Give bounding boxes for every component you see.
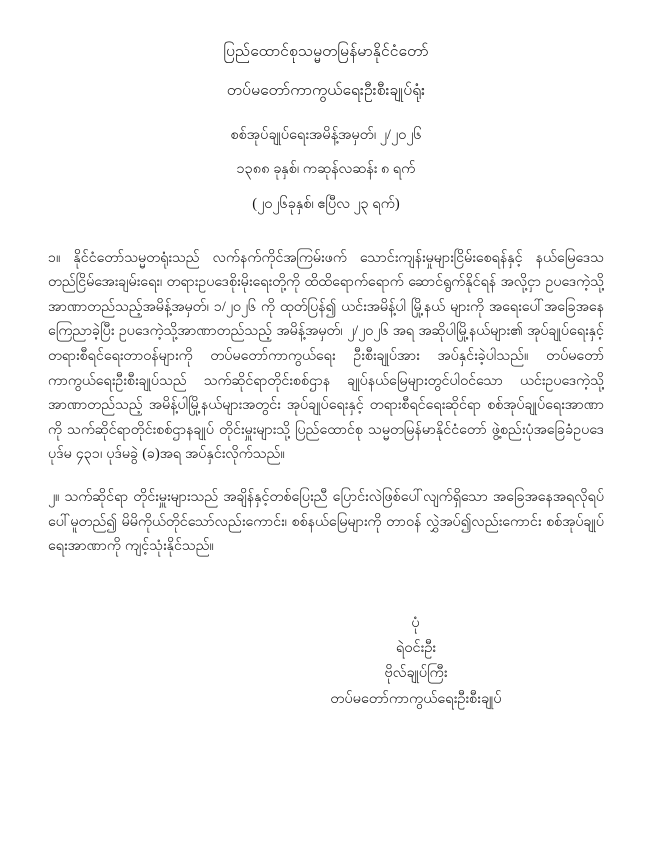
signatory-name: ရဲဝင်းဦး bbox=[396, 640, 436, 657]
document-body bbox=[48, 246, 604, 559]
signatory-rank: ဗိုလ်ချုပ်ကြီး bbox=[384, 665, 448, 682]
organization-name: တပ်မတော်ကာကွယ်ရေးဦးစီးချုပ်ရုံး bbox=[226, 82, 426, 100]
document-header bbox=[48, 40, 604, 216]
order-date-myanmar: ၁၃၈၈ ခုနှစ်၊ ကဆုန်လဆန်း ၈ ရက် bbox=[236, 161, 416, 178]
state-name: ပြည်ထောင်စုသမ္မတမြန်မာနိုင်ငံတော် bbox=[223, 43, 429, 60]
signature-mark: ပုံ bbox=[411, 614, 421, 631]
paragraph-1: ၁။ နိုင်ငံတော်သမ္မတရုံးသည် လက်နက်ကိုင်အကြမ်းဖက် သောင်းကျန်းမှုများငြိမ်းစေရန်နှင့် နယ်မြေဒေသတည်ငြိမ်အေးချမ်းရေး၊ တရားဥပဒေစိုးမိုးရေးတို့ကို ထိထိရောက်ရောက် ဆောင်ရွက်နိုင်ရန် အလို့ငှာ ဥပဒေကဲ့သို့အာဏာတည်သည့်အမိန့်အမှတ်၊ ၁/၂၀၂၆ ကို ထုတ်ပြန်၍ ယင်းအမိန့်ပါ မြို့နယ် များကို အရေးပေါ်အခြေအနေကြေညာခဲ့ပြီး ဥပဒေကဲ့သို့အာဏာတည်သည့် အမိန့်အမှတ်၊ ၂/၂၀၂၆ အရ အဆိုပါမြို့နယ်များ၏ အုပ်ချုပ်ရေးနှင့် တရားစီရင်ရေးတာဝန်များကို တပ်မတော်ကာကွယ်ရေး ဦးစီးချုပ်အား အပ်နှင်းခဲ့ပါသည်။ တပ်မတော်ကာကွယ်ရေးဦးစီးချုပ်သည် သက်ဆိုင်ရာတိုင်းစစ်ဌာန ချုပ်နယ်မြေများတွင်ပါဝင်သော ယင်းဥပဒေကဲ့သို့ အာဏာတည်သည့် အမိန့်ပါမြို့နယ်များအတွင်း အုပ်ချုပ်ရေးနှင့် တရားစီရင်ရေးဆိုင်ရာ စစ်အုပ်ချုပ်ရေးအာဏာကို သက်ဆိုင်ရာတိုင်းစစ်ဌာနချုပ် တိုင်းမှူးများသို့ ပြည်ထောင်စု သမ္မတမြန်မာနိုင်ငံတော် ဖွဲ့စည်းပုံအခြေခံဥပဒေပုဒ်မ ၄၃၁၊ ပုဒ်မခွဲ (ခ)အရ အပ်နှင်းလိုက်သည်။ bbox=[48, 249, 604, 463]
paragraph-2: ၂။ သက်ဆိုင်ရာ တိုင်းမှူးများသည် အချိန်နှင့်တစ်ပြေးညီ ပြောင်းလဲဖြစ်ပေါ်လျက်ရှိသော အခြေအနေအရလိုရပ်ပေါ်မူတည်၍ မိမိကိုယ်တိုင်သော်လည်းကောင်း၊ စစ်နယ်မြေများကို တာဝန် လွှဲအပ်၍လည်းကောင်း စစ်အုပ်ချုပ်ရေးအာဏာကို ကျင့်သုံးနိုင်သည်။ bbox=[48, 488, 604, 555]
signature-block bbox=[48, 611, 604, 713]
order-title: စစ်အုပ်ချုပ်ရေးအမိန့်အမှတ်၊ ၂/၂၀၂၆ bbox=[230, 126, 422, 143]
signatory-position: တပ်မတော်ကာကွယ်ရေးဦးစီးချုပ် bbox=[330, 690, 502, 707]
order-date-gregorian: (၂၀၂၆ခုနှစ်၊ ဧပြီလ ၂၃ ရက်) bbox=[252, 196, 400, 212]
